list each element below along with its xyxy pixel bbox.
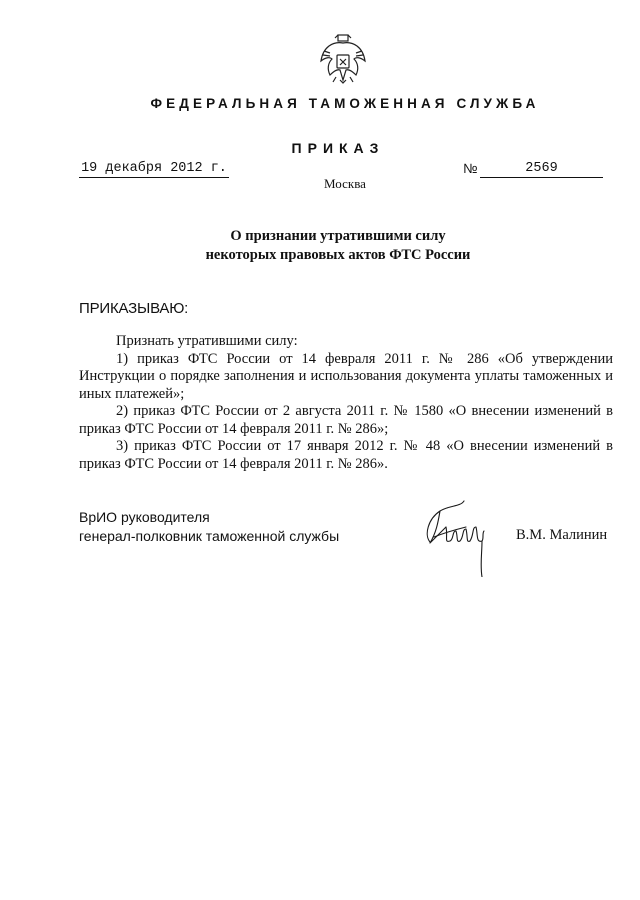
signer-position-line-2: генерал-полковник таможенной службы [79, 528, 340, 544]
handwritten-signature-icon [420, 497, 500, 577]
body-intro: Признать утратившими силу: [116, 333, 298, 349]
title-line-2: некоторых правовых актов ФТС России [205, 247, 471, 263]
list-item: 1) приказ ФТС России от 14 февраля 2011 г. № 286 «Об утверждении Инструкции о порядке заполнения и использования документа уплаты таможенных и иных платежей»; [79, 350, 613, 402]
document-type: ПРИКАЗ [291, 140, 385, 156]
number-sign: № [463, 161, 478, 176]
order-word: ПРИКАЗЫВАЮ: [79, 300, 189, 317]
signer-position [79, 508, 339, 546]
document-body [79, 333, 613, 473]
signer-position-line-1: ВрИО руководителя [79, 509, 210, 525]
coat-of-arms-icon [318, 33, 368, 85]
document-number: 2569 [480, 161, 603, 178]
title-line-1: О признании утратившими силу [230, 228, 446, 244]
signer-name: В.М. Малинин [516, 527, 608, 543]
list-item: 2) приказ ФТС России от 2 августа 2011 г. № 1580 «О внесении изменений в приказ ФТС России от 14 февраля 2011 г. № 286»; [79, 403, 613, 437]
document-date: 19 декабря 2012 г. [79, 161, 229, 178]
document-title [0, 227, 640, 265]
list-item: 3) приказ ФТС России от 17 января 2012 г. № 48 «О внесении изменений в приказ ФТС России от 14 февраля 2011 г. № 286». [79, 438, 613, 472]
document-city: Москва [324, 176, 366, 191]
agency-name: ФЕДЕРАЛЬНАЯ ТАМОЖЕННАЯ СЛУЖБА [150, 96, 540, 111]
